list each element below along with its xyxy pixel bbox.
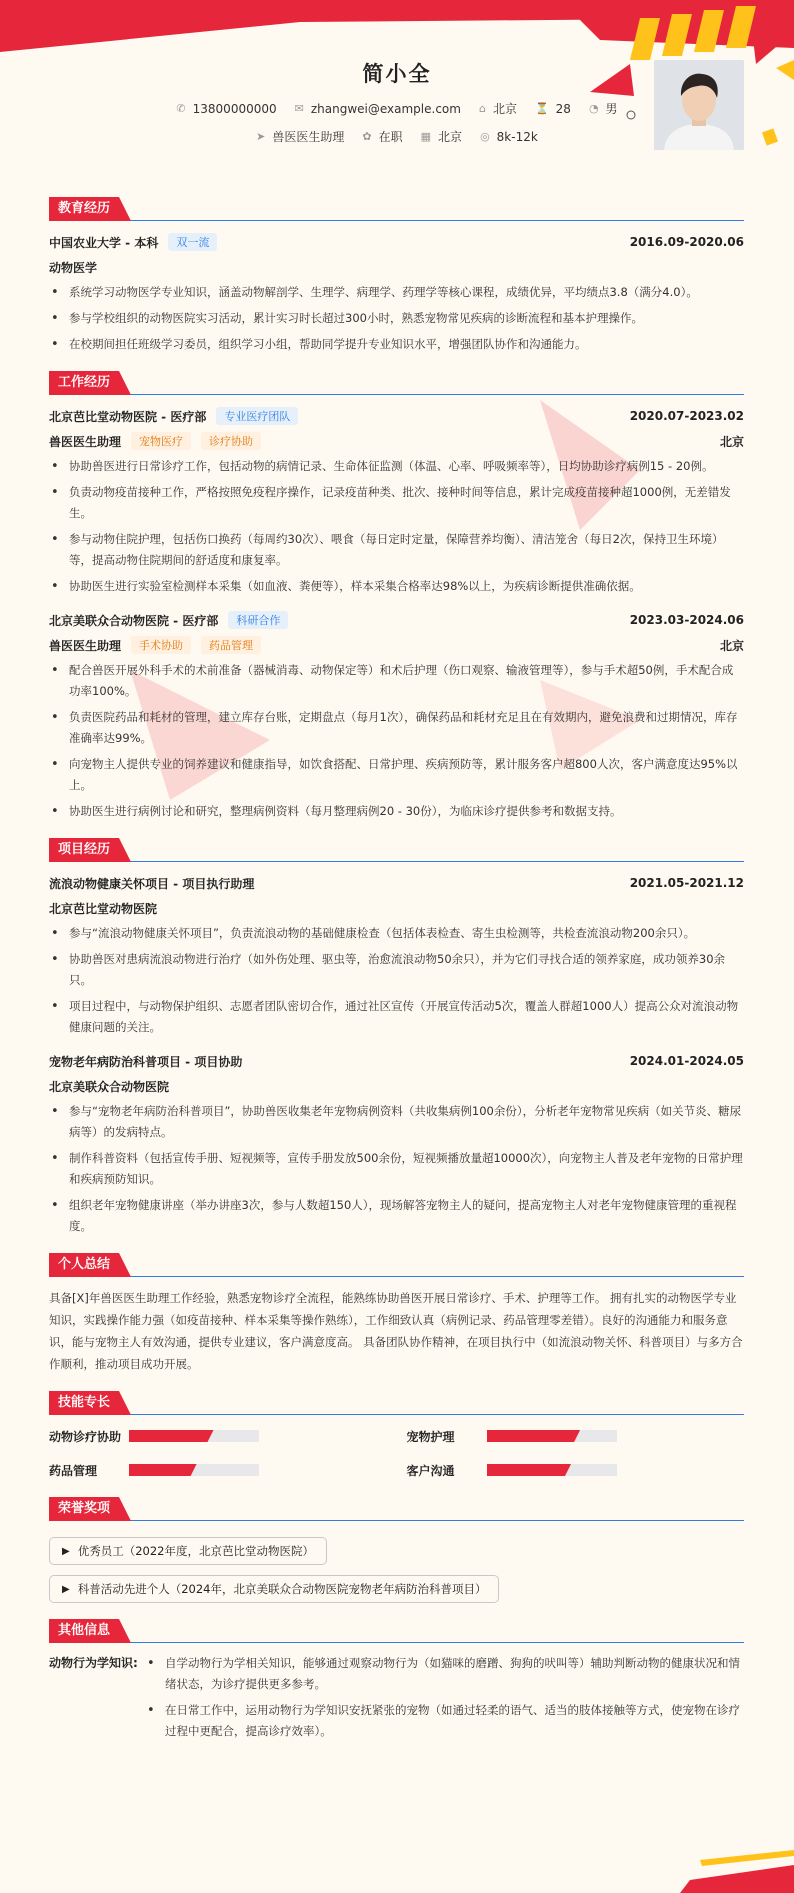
list-item: • 制作科普资料（包括宣传手册、短视频等，宣传手册发放500余份，短视频播放量超10000次），向宠物主人普及老年宠物的日常护理和疾病预防知识。 <box>49 1148 744 1190</box>
list-item: • 组织老年宠物健康讲座（举办讲座3次，参与人数超150人），现场解答宠物主人的疑问，提高宠物主人对老年宠物健康管理的重视程度。 <box>49 1195 744 1237</box>
section-title-awards: 荣誉奖项 <box>49 1497 119 1521</box>
education-date: 2016.09-2020.06 <box>629 235 744 249</box>
work-date: 2023.03-2024.06 <box>629 613 744 627</box>
role-tag: 诊疗协助 <box>201 432 261 450</box>
status-icon: ✿ <box>362 130 372 143</box>
skill-bar <box>487 1464 617 1476</box>
skill-name: 宠物护理 <box>406 1429 455 1444</box>
award-item[interactable] <box>49 1575 499 1603</box>
section-summary <box>49 1251 744 1277</box>
list-item: • 负责医院药品和耗材的管理，建立库存台账，定期盘点（每月1次），确保药品和耗材充足且在有效期内，避免浪费和过期情况，库存准确率达99%。 <box>49 707 744 749</box>
job-title: 兽医医生助理 <box>272 130 345 144</box>
project-name: 宠物老年病防治科普项目 - 项目协助 <box>49 1054 243 1069</box>
building-icon: ▦ <box>420 130 432 143</box>
award-item[interactable] <box>49 1537 327 1565</box>
education-bullets <box>49 282 744 355</box>
skill-name: 动物诊疗协助 <box>49 1429 122 1444</box>
avatar-portrait-icon <box>654 60 744 150</box>
major-row <box>49 255 744 279</box>
list-item: • 配合兽医开展外科手术的术前准备（器械消毒、动物保定等）和术后护理（伤口观察、输液管理等），参与手术超50例，手术配合成功率100%。 <box>49 660 744 702</box>
project-bullets <box>49 923 744 1038</box>
section-education <box>49 195 744 221</box>
list-item: • 自学动物行为学相关知识，能够通过观察动物行为（如猫咪的磨蹭、狗狗的吠叫等）辅助判断动物的健康状况和情绪状态，为诊疗提供更多参考。 <box>145 1653 744 1695</box>
triangle-right-icon: ▶ <box>62 1583 70 1595</box>
skill-fill <box>487 1430 581 1442</box>
gender: 男 <box>605 102 618 116</box>
gender-icon: ◔ <box>588 102 599 115</box>
list-item: • 项目过程中，与动物保护组织、志愿者团队密切合作，通过社区宣传（开展宣传活动5次，覆盖人群超1000人）提高公众对流浪动物健康问题的关注。 <box>49 996 744 1038</box>
section-awards <box>49 1495 744 1521</box>
list-item: • 系统学习动物医学专业知识，涵盖动物解剖学、生理学、病理学、药理学等核心课程，成绩优异，平均绩点3.8（满分4.0）。 <box>49 282 744 303</box>
major: 动物医学 <box>49 260 98 275</box>
list-item: • 在日常工作中，运用动物行为学知识安抚紧张的宠物（如通过轻柔的语气、适当的肢体接触等方式，使宠物在诊疗过程中更配合，提高诊疗效率）。 <box>145 1700 744 1742</box>
company-name: 北京美联众合动物医院 - 医疗部 <box>49 613 219 628</box>
project-org: 北京芭比堂动物医院 <box>49 901 158 916</box>
section-projects <box>49 836 744 862</box>
role-tag: 手术协助 <box>131 636 191 654</box>
role-tag: 药品管理 <box>201 636 261 654</box>
phone-icon: ✆ <box>176 102 186 115</box>
list-item: • 协助医生进行病例讨论和研究，整理病例资料（每月整理病例20 - 30份），为临床诊疗提供参考和数据支持。 <box>49 801 744 822</box>
age-icon: ⏳ <box>534 102 549 115</box>
send-icon: ➤ <box>256 130 266 143</box>
skill-item <box>407 1425 745 1447</box>
other-label: 动物行为学知识: <box>49 1656 138 1670</box>
salary: 8k-12k <box>496 129 538 144</box>
project-date: 2021.05-2021.12 <box>629 876 744 890</box>
triangle-right-icon: ▶ <box>62 1545 70 1557</box>
email-icon: ✉ <box>294 102 304 115</box>
school-name: 中国农业大学 - 本科 <box>49 235 159 250</box>
phone-number: 13800000000 <box>192 101 277 116</box>
work-location: 北京 <box>719 434 744 449</box>
list-item: • 协助兽医进行日常诊疗工作，包括动物的病情记录、生命体征监测（体温、心率、呼吸频率等），日均协助诊疗病例15 - 20例。 <box>49 456 744 477</box>
project-entry-1 <box>49 872 744 894</box>
work-location: 北京 <box>719 638 744 653</box>
list-item: • 参与“流浪动物健康关怀项目”，负责流浪动物的基础健康检查（包括体表检查、寄生虫检测等，共检查流浪动物200余只）。 <box>49 923 744 944</box>
role-title: 兽医医生助理 <box>49 434 122 449</box>
skill-bar <box>487 1430 617 1442</box>
education-entry <box>49 231 744 253</box>
target-city: 北京 <box>438 130 463 144</box>
candidate-name: 简小全 <box>362 62 432 86</box>
home-icon: ⌂ <box>478 102 486 115</box>
list-item: • 参与“宠物老年病防治科普项目”，协助兽医收集老年宠物病例资料（共收集病例100余份），分析老年宠物常见疾病（如关节炎、糖尿病等）的发病特点。 <box>49 1101 744 1143</box>
resume-header <box>0 0 794 175</box>
other-info-row <box>49 1653 744 1747</box>
project-name: 流浪动物健康关怀项目 - 项目执行助理 <box>49 876 255 891</box>
skills-grid <box>49 1425 744 1481</box>
salary-icon: ◎ <box>480 130 490 143</box>
other-bullets <box>145 1653 744 1747</box>
skill-item <box>407 1459 745 1481</box>
city: 北京 <box>492 102 517 116</box>
skill-name: 客户沟通 <box>406 1463 455 1478</box>
project-org-row <box>49 1074 744 1098</box>
skill-name: 药品管理 <box>49 1463 98 1478</box>
skill-item <box>49 1425 387 1447</box>
role-row <box>49 429 744 453</box>
project-entry-2 <box>49 1050 744 1072</box>
role-title: 兽医医生助理 <box>49 638 122 653</box>
job-status: 在职 <box>378 130 403 144</box>
summary-text: 具备[X]年兽医医生助理工作经验，熟悉宠物诊疗全流程，能熟练协助兽医开展日常诊疗、手术、护理等工作。 拥有扎实的动物医学专业知识，实践操作能力强（如疫苗接种、样本采集等操作熟练），工作细致认真（病例记录、药品管理零差错）。良好的沟通能力和服务意识，能与宠物主人有效沟通，提供专业建议，客户满意度高。 具备团队协作精神，在项目执行中（如流浪动物关怀、科普项目）与多方合作顺利，推动项目成功开展。 <box>49 1291 743 1371</box>
company-badge: 专业医疗团队 <box>216 407 298 425</box>
section-skills <box>49 1389 744 1415</box>
project-date: 2024.01-2024.05 <box>629 1054 744 1068</box>
work-date: 2020.07-2023.02 <box>629 409 744 423</box>
work-entry-2 <box>49 609 744 631</box>
list-item: • 协助兽医对患病流浪动物进行治疗（如外伤处理、驱虫等，治愈流浪动物50余只），并为它们寻找合适的领养家庭，成功领养30余只。 <box>49 949 744 991</box>
work-entry-1 <box>49 405 744 427</box>
resume-body <box>49 195 744 1747</box>
avatar-photo <box>654 60 744 150</box>
section-title-summary: 个人总结 <box>49 1253 119 1277</box>
list-item: • 参与学校组织的动物医院实习活动，累计实习时长超过300小时，熟悉宠物常见疾病的诊断流程和基本护理操作。 <box>49 308 744 329</box>
age: 28 <box>555 101 571 116</box>
award-text: 优秀员工（2022年度，北京芭比堂动物医院） <box>77 1544 314 1558</box>
company-badge: 科研合作 <box>228 611 288 629</box>
project-bullets <box>49 1101 744 1237</box>
list-item: • 协助医生进行实验室检测样本采集（如血液、粪便等），样本采集合格率达98%以上，为疾病诊断提供准确依据。 <box>49 576 744 597</box>
project-org: 北京美联众合动物医院 <box>49 1079 170 1094</box>
skill-bar <box>129 1430 259 1442</box>
award-text: 科普活动先进个人（2024年，北京美联众合动物医院宠物老年病防治科普项目） <box>77 1582 487 1596</box>
section-title-education: 教育经历 <box>49 197 119 221</box>
list-item: • 在校期间担任班级学习委员，组织学习小组，帮助同学提升专业知识水平，增强团队协作和沟通能力。 <box>49 334 744 355</box>
section-title-work: 工作经历 <box>49 371 119 395</box>
work-bullets <box>49 660 744 822</box>
skill-item <box>49 1459 387 1481</box>
section-title-other: 其他信息 <box>49 1619 119 1643</box>
list-item: • 负责动物疫苗接种工作，严格按照免疫程序操作，记录疫苗种类、批次、接种时间等信息，累计完成疫苗接种超1000例，无差错发生。 <box>49 482 744 524</box>
skill-fill <box>487 1464 572 1476</box>
section-work <box>49 369 744 395</box>
school-badge: 双一流 <box>168 233 217 251</box>
skill-bar <box>129 1464 259 1476</box>
section-title-projects: 项目经历 <box>49 838 119 862</box>
list-item: • 向宠物主人提供专业的饲养建议和健康指导，如饮食搭配、日常护理、疾病预防等，累计服务客户超800人次，客户满意度达95%以上。 <box>49 754 744 796</box>
company-name: 北京芭比堂动物医院 - 医疗部 <box>49 409 207 424</box>
skill-fill <box>129 1464 197 1476</box>
role-row <box>49 633 744 657</box>
section-other <box>49 1617 744 1643</box>
work-bullets <box>49 456 744 597</box>
list-item: • 参与动物住院护理，包括伤口换药（每周约30次）、喂食（每日定时定量，保障营养均衡）、清洁笼舍（每日2次，保持卫生环境）等，提高动物住院期间的舒适度和康复率。 <box>49 529 744 571</box>
skill-fill <box>129 1430 214 1442</box>
email-address: zhangwei@example.com <box>310 101 461 116</box>
awards-list <box>49 1531 744 1603</box>
section-title-skills: 技能专长 <box>49 1391 119 1415</box>
footer-decoration <box>0 1840 794 1893</box>
project-org-row <box>49 896 744 920</box>
role-tag: 宠物医疗 <box>131 432 191 450</box>
